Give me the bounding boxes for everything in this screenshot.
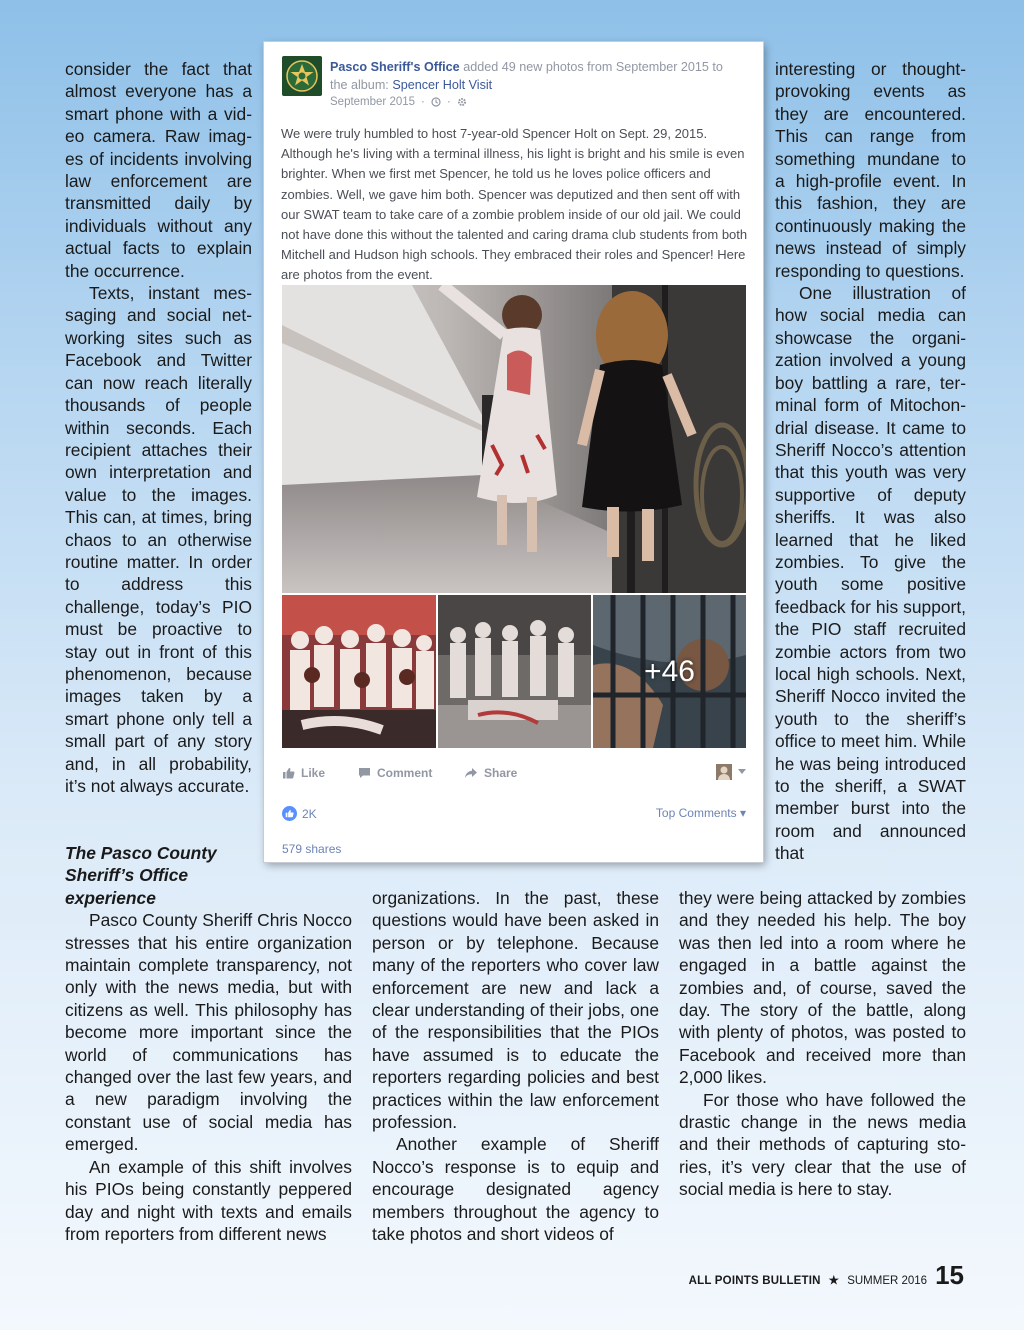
post-date[interactable]: September 2015 (330, 96, 416, 108)
sheriff-badge-logo[interactable] (282, 56, 322, 96)
thumbs-up-icon (282, 767, 295, 779)
comment-button[interactable] (358, 766, 432, 780)
post-photo-thumb[interactable] (282, 595, 436, 748)
left-column-bottom (65, 842, 352, 1245)
like-label: Like (301, 766, 326, 780)
post-photo-main[interactable] (282, 285, 746, 593)
post-actions-bar (282, 764, 746, 786)
gear-icon[interactable] (457, 97, 467, 107)
post-photo-thumb[interactable] (438, 595, 591, 748)
likes-count: 2K (302, 806, 317, 821)
paragraph: organizations. In the past, these questions would have been asked in person or by telephone. Because many of the reporters who cover law enforcement are new and lack a clear understanding of their jobs, one of the responsibilities that the PIOs have assumed is to educate the reporters regarding policies and best practices within the law enforcement profession. (372, 888, 659, 1133)
clock-icon (431, 97, 441, 107)
profile-selector[interactable] (716, 764, 746, 780)
share-arrow-icon (464, 767, 478, 779)
paragraph: consider the fact that almost everyone has a smart phone with a video camera. Raw images of incidents involving law enforcement are transmitted daily by individuals without any actual facts to explain the occurrence. (65, 59, 252, 281)
magazine-name: ALL POINTS BULLETIN (688, 1275, 821, 1287)
zombie-group-photo (282, 595, 436, 748)
comment-icon (358, 767, 371, 779)
post-photo-thumb[interactable] (593, 595, 746, 748)
post-body: We were truly humbled to host 7-year-old Spencer Holt on Sept. 29, 2015. Although he's living with a terminal illness, his light is bright and his smile is even brighter. When we first met Spencer, he told us he loves police officers and zombies. Well, we gave him both. Spencer was deputized and then sent off with our SWAT team to take care of a zombie problem inside of our old jail. We could not have done this without the talented and caring drama club students from both Mitchell and Hudson high schools. They embraced their roles and Spencer! Here are photos from the event. (281, 126, 748, 283)
avatar-icon (716, 764, 732, 780)
middle-column (372, 887, 659, 1246)
right-column-top (775, 58, 966, 865)
like-badge-icon (282, 806, 297, 821)
star-separator: ★ (828, 1275, 840, 1287)
share-label: Share (484, 766, 518, 780)
page-name-link[interactable]: Pasco Sheriff's Office (330, 60, 460, 74)
chevron-down-icon (738, 769, 746, 775)
right-column-bottom (679, 887, 966, 1201)
paragraph: they were being attacked by zombies and they needed his help. The boy was then led into a room where he engaged in a battle against the zombies and, of course, saved the day. The story of the battle, along with plenty of photos, was posted to Facebook and received more than 2,000 likes. (679, 888, 966, 1088)
page-number: 15 (935, 1260, 964, 1290)
post-action-text: added 49 new photos from September 2015 to the album: (330, 60, 723, 92)
top-comments-dropdown[interactable] (656, 806, 746, 820)
paragraph: Pasco County Sheriff Chris Nocco stresses that his entire organization maintain complete transparency, not only with the news media, but with citizens as well. This philosophy has become more important since the world of communications has changed over the last few years, and a new paradigm involving the constant use of social media has emerged. (65, 910, 352, 1155)
top-comments-label: Top Comments (655, 806, 737, 820)
dot-separator: · (446, 96, 451, 108)
paragraph: For those who have followed the drastic change in the news media and their methods of capturing stories, it’s very clear that the use of social media is here to stay. (679, 1089, 966, 1200)
paragraph: One illustration of how social media can showcase the organization involved a young boy battling a rare, terminal form of Mitochondrial disease. It came to Sheriff Nocco’s attention that this youth was very supportive of deputy sheriffs. It was also learned that he liked zombies. To give the youth some positive feedback for his support, the PIO staff recruited zombie actors from two local high schools. Next, Sheriff Nocco invited the youth to the sheriff’s office to meet him. While he was being introduced to the sheriff, a SWAT member burst into the room and announced that (775, 283, 966, 864)
facebook-post-screenshot (264, 42, 763, 862)
like-button[interactable] (282, 766, 325, 780)
section-heading: The Pasco County Sheriff’s Office experience (65, 843, 217, 908)
shares-count[interactable]: 579 shares (282, 842, 342, 856)
paragraph: Texts, instant messaging and social networking sites such as Facebook and Twitter can now reach literally thousands of people within seconds. Each recipient attaches their own interpretation and value to the images. This can, at times, bring chaos to an otherwise routine matter. In order to address this challenge, today’s PIO must be proactive to stay out in front of this phenomenon, because images taken by a smart phone only tell a small part of any story and, in all probability, it’s not always accurate. (65, 283, 252, 796)
post-meta (330, 96, 467, 108)
post-header (330, 58, 740, 94)
album-link[interactable]: Spencer Holt Visit (392, 78, 493, 92)
dot-separator: · (421, 96, 425, 108)
chevron-down-icon: ▾ (739, 806, 746, 820)
paragraph: interesting or thought-provoking events as they are encountered. This can range from something mundane to a high-profile event. In this fashion, they are continuously making the news instead of simply responding to questions. (775, 59, 966, 281)
likes-summary[interactable] (282, 806, 317, 821)
zombie-cellblock-photo (438, 595, 591, 748)
page-footer (689, 1260, 964, 1291)
share-button[interactable] (464, 766, 517, 780)
comment-label: Comment (377, 766, 433, 780)
issue-season: SUMMER 2016 (847, 1275, 928, 1287)
paragraph: An example of this shift involves his PIOs being constantly peppered day and night with texts and emails from reporters from different news (65, 1156, 352, 1244)
paragraph: Another example of Sheriff Nocco’s response is to equip and encourage designated agency members throughout the agency to take photos and short videos of (372, 1134, 659, 1245)
more-photos-count[interactable]: +46 (644, 654, 695, 688)
left-column-top (65, 58, 252, 797)
zombie-hallway-photo (282, 285, 746, 593)
star-badge-icon (285, 59, 319, 93)
